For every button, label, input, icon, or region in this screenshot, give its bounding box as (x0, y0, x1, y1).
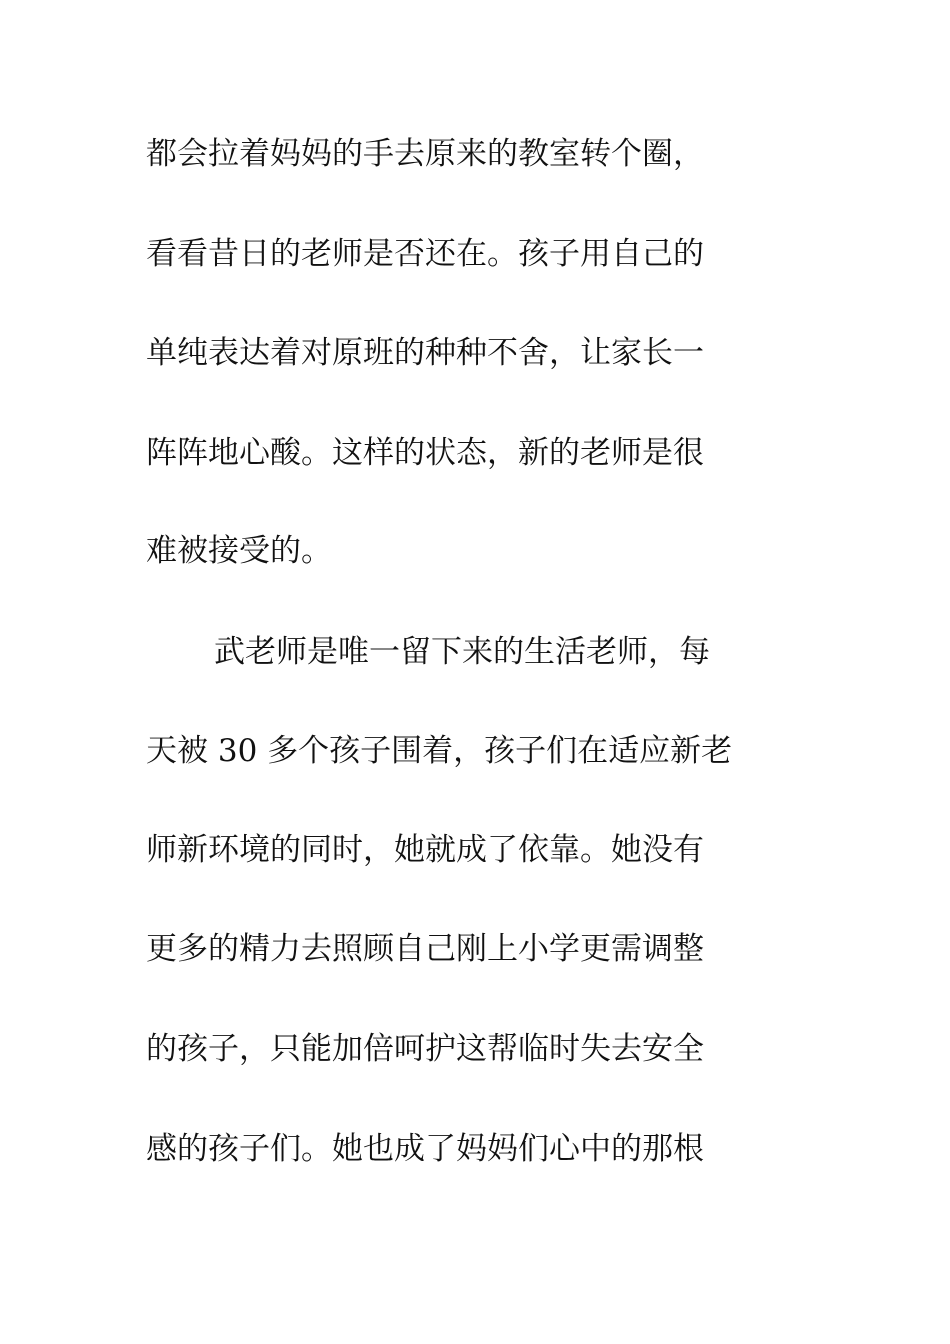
paragraph-line: 的孩子，只能加倍呵护这帮临时失去安全 (146, 1031, 704, 1067)
paragraph-line: 更多的精力去照顾自己刚上小学更需调整 (146, 931, 704, 967)
paragraph-line: 看看昔日的老师是否还在。孩子用自己的 (146, 236, 704, 272)
paragraph-line: 天被 30 多个孩子围着，孩子们在适应新老 (146, 733, 733, 769)
paragraph-first-line: 武老师是唯一留下来的生活老师，每 (214, 634, 710, 670)
paragraph-line: 师新环境的同时，她就成了依靠。她没有 (146, 832, 704, 868)
paragraph-line: 单纯表达着对原班的种种不舍，让家长一 (146, 335, 704, 371)
paragraph-line: 难被接受的。 (146, 533, 332, 569)
paragraph-line: 阵阵地心酸。这样的状态，新的老师是很 (146, 435, 704, 471)
paragraph-line: 都会拉着妈妈的手去原来的教室转个圈， (146, 136, 704, 172)
paragraph-line: 感的孩子们。她也成了妈妈们心中的那根 (146, 1131, 704, 1167)
